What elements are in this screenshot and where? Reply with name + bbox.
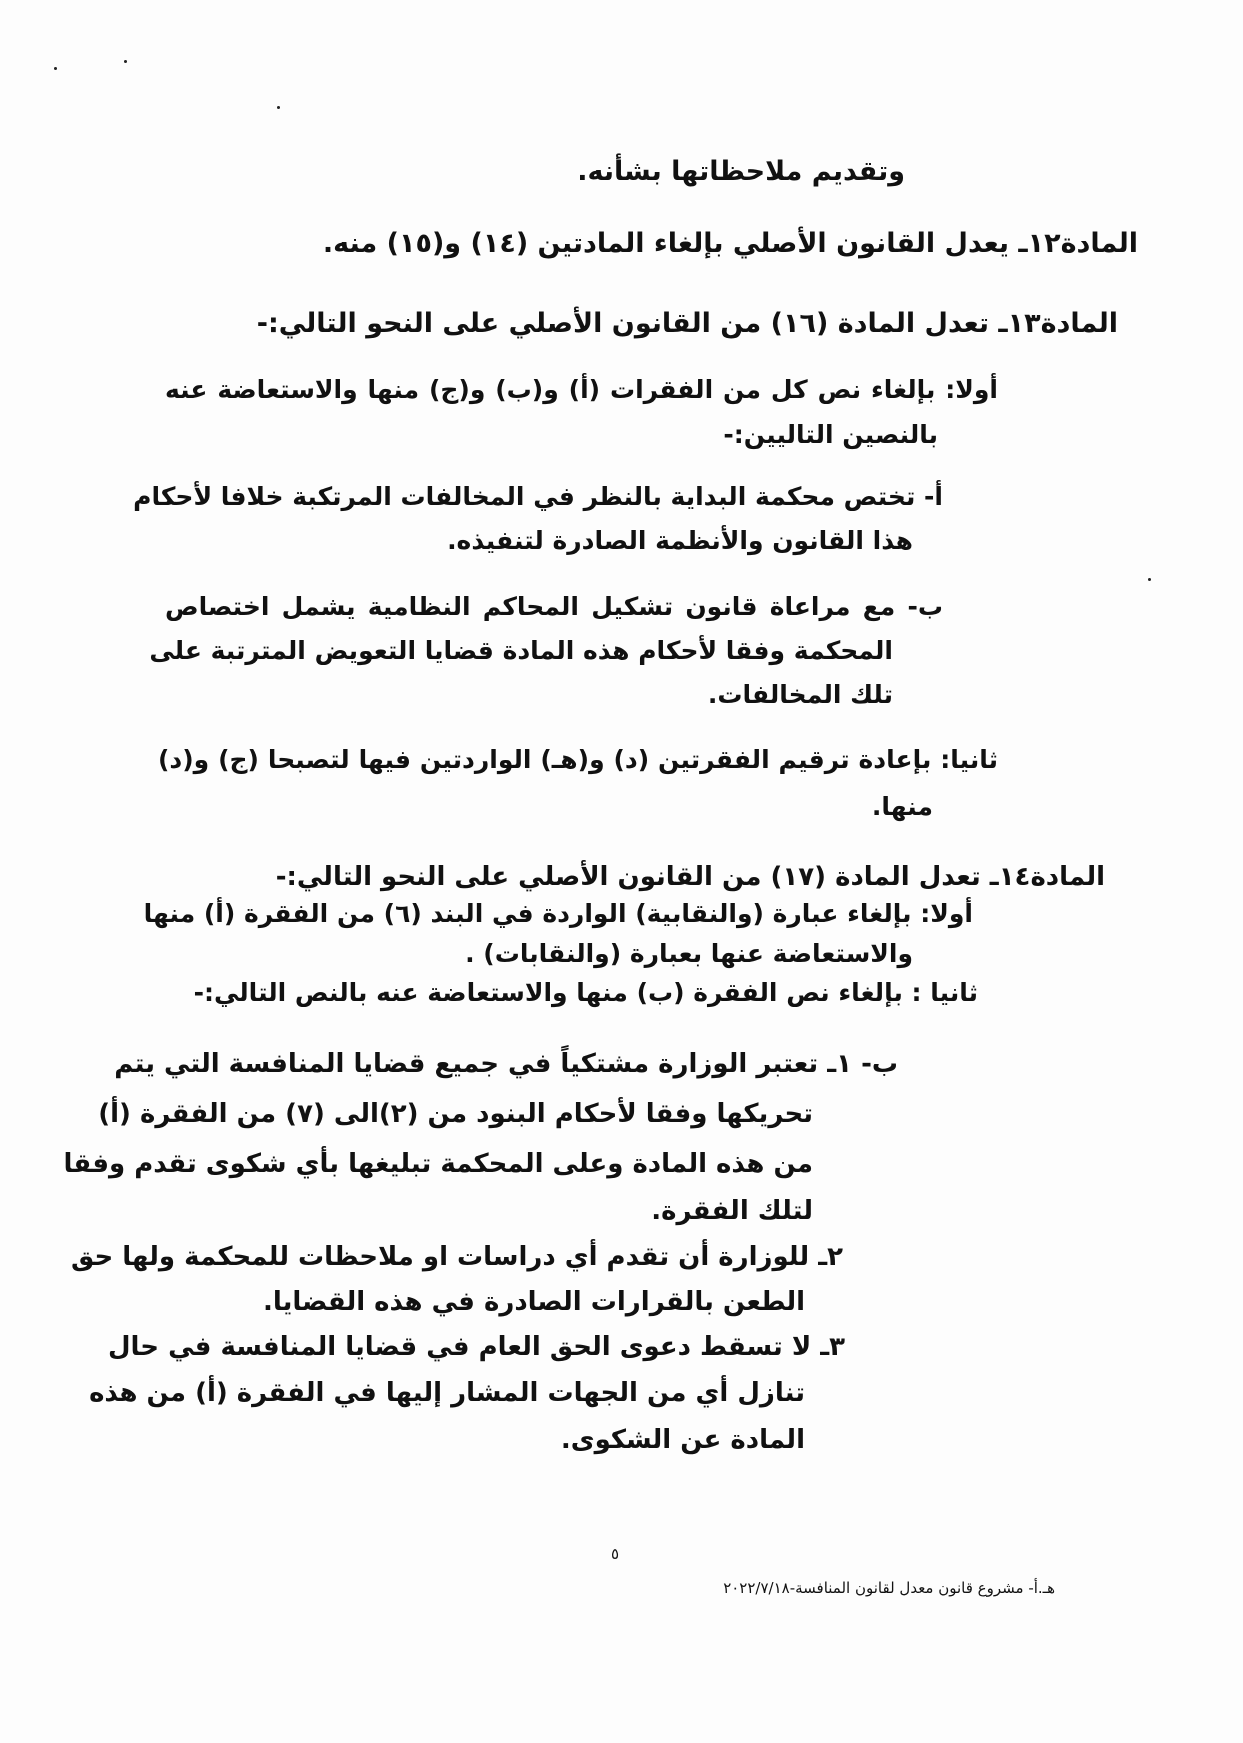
- text-line: الطعن بالقرارات الصادرة في هذه القضايا.: [262, 1287, 805, 1317]
- text-line: والاستعاضة عنها بعبارة (والنقابات) .: [465, 939, 913, 968]
- text-line: هذا القانون والأنظمة الصادرة لتنفيذه.: [447, 526, 913, 555]
- text-line: تنازل أي من الجهات المشار إليها في الفقرة (أ) من هذه: [89, 1378, 805, 1408]
- text-line: تحريكها وفقا لأحكام البنود من (٢)الى (٧) من الفقرة (أ): [98, 1099, 813, 1129]
- scan-speck: [1148, 578, 1151, 581]
- page-number: ٥: [610, 1545, 620, 1563]
- scan-speck: [124, 60, 127, 63]
- scan-speck: [54, 67, 57, 70]
- text-line: المادة عن الشكوى.: [560, 1425, 805, 1455]
- text-line: أ- تختص محكمة البداية بالنظر في المخالفات المرتكبة خلافا لأحكام: [133, 482, 943, 511]
- text-line: ٣ـ لا تسقط دعوى الحق العام في قضايا المنافسة في حال: [107, 1332, 845, 1362]
- text-line: ٢ـ للوزارة أن تقدم أي دراسات او ملاحظات للمحكمة ولها حق: [71, 1242, 843, 1272]
- text-line: ثانيا : بإلغاء نص الفقرة (ب) منها والاستعاضة عنه بالنص التالي:-: [193, 978, 978, 1007]
- footer-reference: هـ.أ- مشروع قانون معدل لقانون المنافسة-٢٠٢٢/٧/١٨: [723, 1579, 1055, 1597]
- text-line: لتلك الفقرة.: [651, 1196, 813, 1226]
- text-line: أولا: بإلغاء عبارة (والنقابية) الواردة في البند (٦) من الفقرة (أ) منها: [143, 899, 973, 928]
- text-line: ب- ١ـ تعتبر الوزارة مشتكياً في جميع قضايا المنافسة التي يتم: [114, 1049, 898, 1079]
- text-line: ثانيا: بإعادة ترقيم الفقرتين (د) و(هـ) الواردتين فيها لتصبحا (ج) و(د): [158, 745, 998, 774]
- scan-speck: [277, 106, 280, 109]
- article-14-heading: المادة١٤ـ تعدل المادة (١٧) من القانون الأصلي على النحو التالي:-: [275, 862, 1105, 892]
- text-line: ب- مع مراعاة قانون تشكيل المحاكم النظامية يشمل اختصاص: [165, 592, 943, 621]
- text-line: أولا: بإلغاء نص كل من الفقرات (أ) و(ب) و(ج) منها والاستعاضة عنه: [165, 375, 998, 404]
- article-13-heading: المادة١٣ـ تعدل المادة (١٦) من القانون الأصلي على النحو التالي:-: [256, 308, 1118, 339]
- text-line: بالنصين التاليين:-: [723, 420, 938, 449]
- text-line: وتقديم ملاحظاتها بشأنه.: [577, 156, 905, 187]
- article-12-heading: المادة١٢ـ يعدل القانون الأصلي بإلغاء المادتين (١٤) و(١٥) منه.: [322, 228, 1138, 259]
- text-line: منها.: [871, 792, 933, 821]
- text-line: من هذه المادة وعلى المحكمة تبليغها بأي شكوى تقدم وفقا: [63, 1149, 813, 1179]
- text-line: تلك المخالفات.: [707, 680, 893, 709]
- text-line: المحكمة وفقا لأحكام هذه المادة قضايا التعويض المترتبة على: [149, 636, 893, 665]
